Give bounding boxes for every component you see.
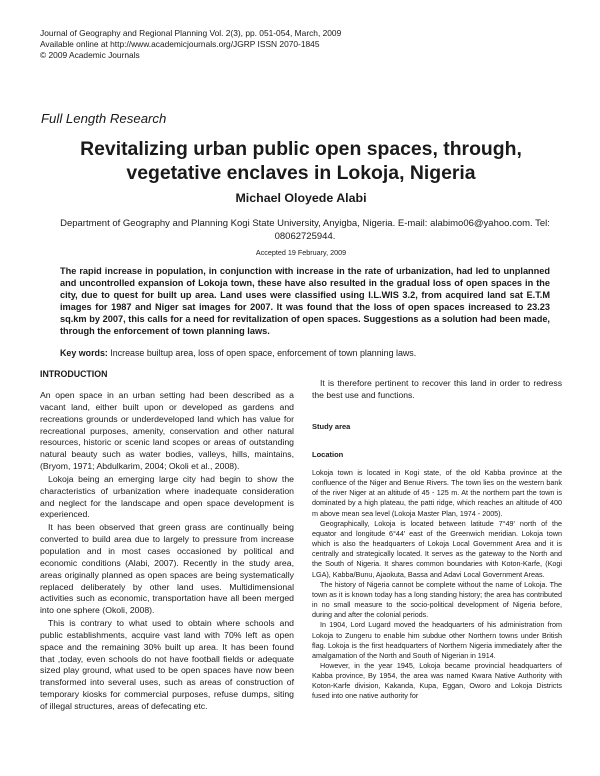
keywords-text: Increase builtup area, loss of open space, enforcement of town planning laws. [107, 348, 417, 358]
article-type-label: Full Length Research [41, 111, 167, 126]
location-paragraph: Lokoja town is located in Kogi state, of the old Kabba province at the confluence of the Niger and Benue Rivers. The town lies on the western bank of the river Niger at an altitude of 45 - 125 m. At the northern part the town is dominated by a high plateau, the patti ridge, which reaches an altitude of 400 m above mean sea level (Lokoja Master Plan, 1974 - 2005). [312, 468, 562, 518]
keywords [60, 347, 555, 359]
study-area-heading: Study area [312, 422, 351, 431]
right-column [312, 377, 562, 702]
left-column [40, 364, 294, 713]
location-paragraph: The history of Nigeria cannot be complete without the name of Lokoja. The town as it is known today has a long standing history; the area has contributed in no small measure to the socio-political development of Nigeria before, during and after the colonial periods. [312, 579, 562, 620]
author-name: Michael Oloyede Alabi [235, 191, 367, 205]
journal-citation: Journal of Geography and Regional Planning Vol. 2(3), pp. 051-054, March, 2009 [40, 28, 342, 38]
journal-header [40, 28, 560, 61]
introduction-heading: INTRODUCTION [40, 369, 108, 379]
location-heading: Location [312, 450, 344, 459]
copyright-line: © 2009 Academic Journals [40, 50, 140, 60]
article-title: Revitalizing urban public open spaces, through, vegetative enclaves in Lokoja, Nigeria [80, 138, 522, 184]
intro-paragraph: Lokoja being an emerging large city had begin to show the characteristics of urbanization where inadequate consideration and neglect for the landscape and open space development is experienced. [40, 473, 294, 520]
intro-paragraph: It has been observed that green grass are continually being converted to build area due to largely to pressure from increase population and in most cases occasioned by political and economic conditions (Alabi, 2007). Recently in the study area, areas originally planned as open spaces are being systematically replaced deliberately by other land uses. Multidimensional activities such as economic, transportation have all been merged into one sphere (Okoli, 2008). [40, 522, 294, 616]
keywords-label: Key words: [60, 348, 108, 358]
availability-line: Available online at http://www.academicjournals.org/JGRP ISSN 2070-1845 [40, 39, 320, 49]
accepted-date: Accepted 19 February, 2009 [255, 248, 347, 257]
abstract: The rapid increase in population, in conjunction with increase in the rate of urbanization, had led to unplanned and uncontrolled expansion of Lokoja town, these have also resulted in the gradual loss of open spaces in the city, due to quest for built up area. Land uses were classified using I.L.WIS 3.2, from acquired land sat E.T.M images for 1987 and Niger sat images for 2007. It was found that the loss of open spaces increased to 23.23 sq.km by 2007, this calls for a need for revitalization of open spaces. Suggestions as a solution had been made, through the enforcement of town planning laws. [60, 266, 550, 337]
intro-paragraph: An open space in an urban setting had been described as a vacant land, either built upon or developed as gardens and recreations grounds or underdeveloped land which has value for recreational purposes, amenity, conservation and other natural resources, historic or scenic land scopes or areas of outstanding natural beauty such as water bodies, valleys, hills, maintains, (Bryom, 1971; Abdulkarim, 2004; Okoli et al., 2008). [40, 390, 294, 472]
location-paragraph: Geographically, Lokoja is located between latitude 7°49' north of the equator and longitude 6°44' east of the Greenwich meridian. Lokoja town which is also the headquarters of Lokoja Local Government Area and it is centrally and strategically located. It serves as the gateway to the North and the South of Nigeria. It shares common boundaries with Koton-Karfe, (Kogi LGA), Kabba/Bunu, Ajaokuta, Bassa and Adavi Local Government Areas. [312, 518, 562, 579]
intro-paragraph: This is contrary to what used to obtain where schools and public establishments, acquire vast land with 70% left as open space and the remaining 30% built up area. It has been found that ,today, even schools do not have football fields or adequate sized play ground, what used to be open spaces have now been transformed into several uses, such as areas of construction of temporary kiosks for commercial purposes, refuse dumps, siting of illegal structures, areas of defecating etc. [40, 618, 294, 711]
closing-intro-paragraph: It is therefore pertinent to recover this land in order to redress the best use and functions. [312, 378, 562, 400]
author-affiliation: Department of Geography and Planning Kogi State University, Anyigba, Nigeria. E-mail: alabimo06@yahoo.com. Tel: 08062725944. [60, 218, 550, 242]
location-paragraph: In 1904, Lord Lugard moved the headquarters of his administration from Lokoja to Zungeru to enable him subdue other Northern towns under British flag. Lokoja is the first headquarters of Northern Nigeria immediately after the amalgamation of the North and South of Nigerian in 1914. [312, 620, 562, 660]
location-paragraph: However, in the year 1945, Lokoja became provincial headquarters of Kabba province, By 1954, the area was named Kwara Native Authority with Koton-Karfe division, Kakanda, Kupa, Eggan, Oworo and Lokoja Districts fused into one native authority for [312, 660, 562, 701]
